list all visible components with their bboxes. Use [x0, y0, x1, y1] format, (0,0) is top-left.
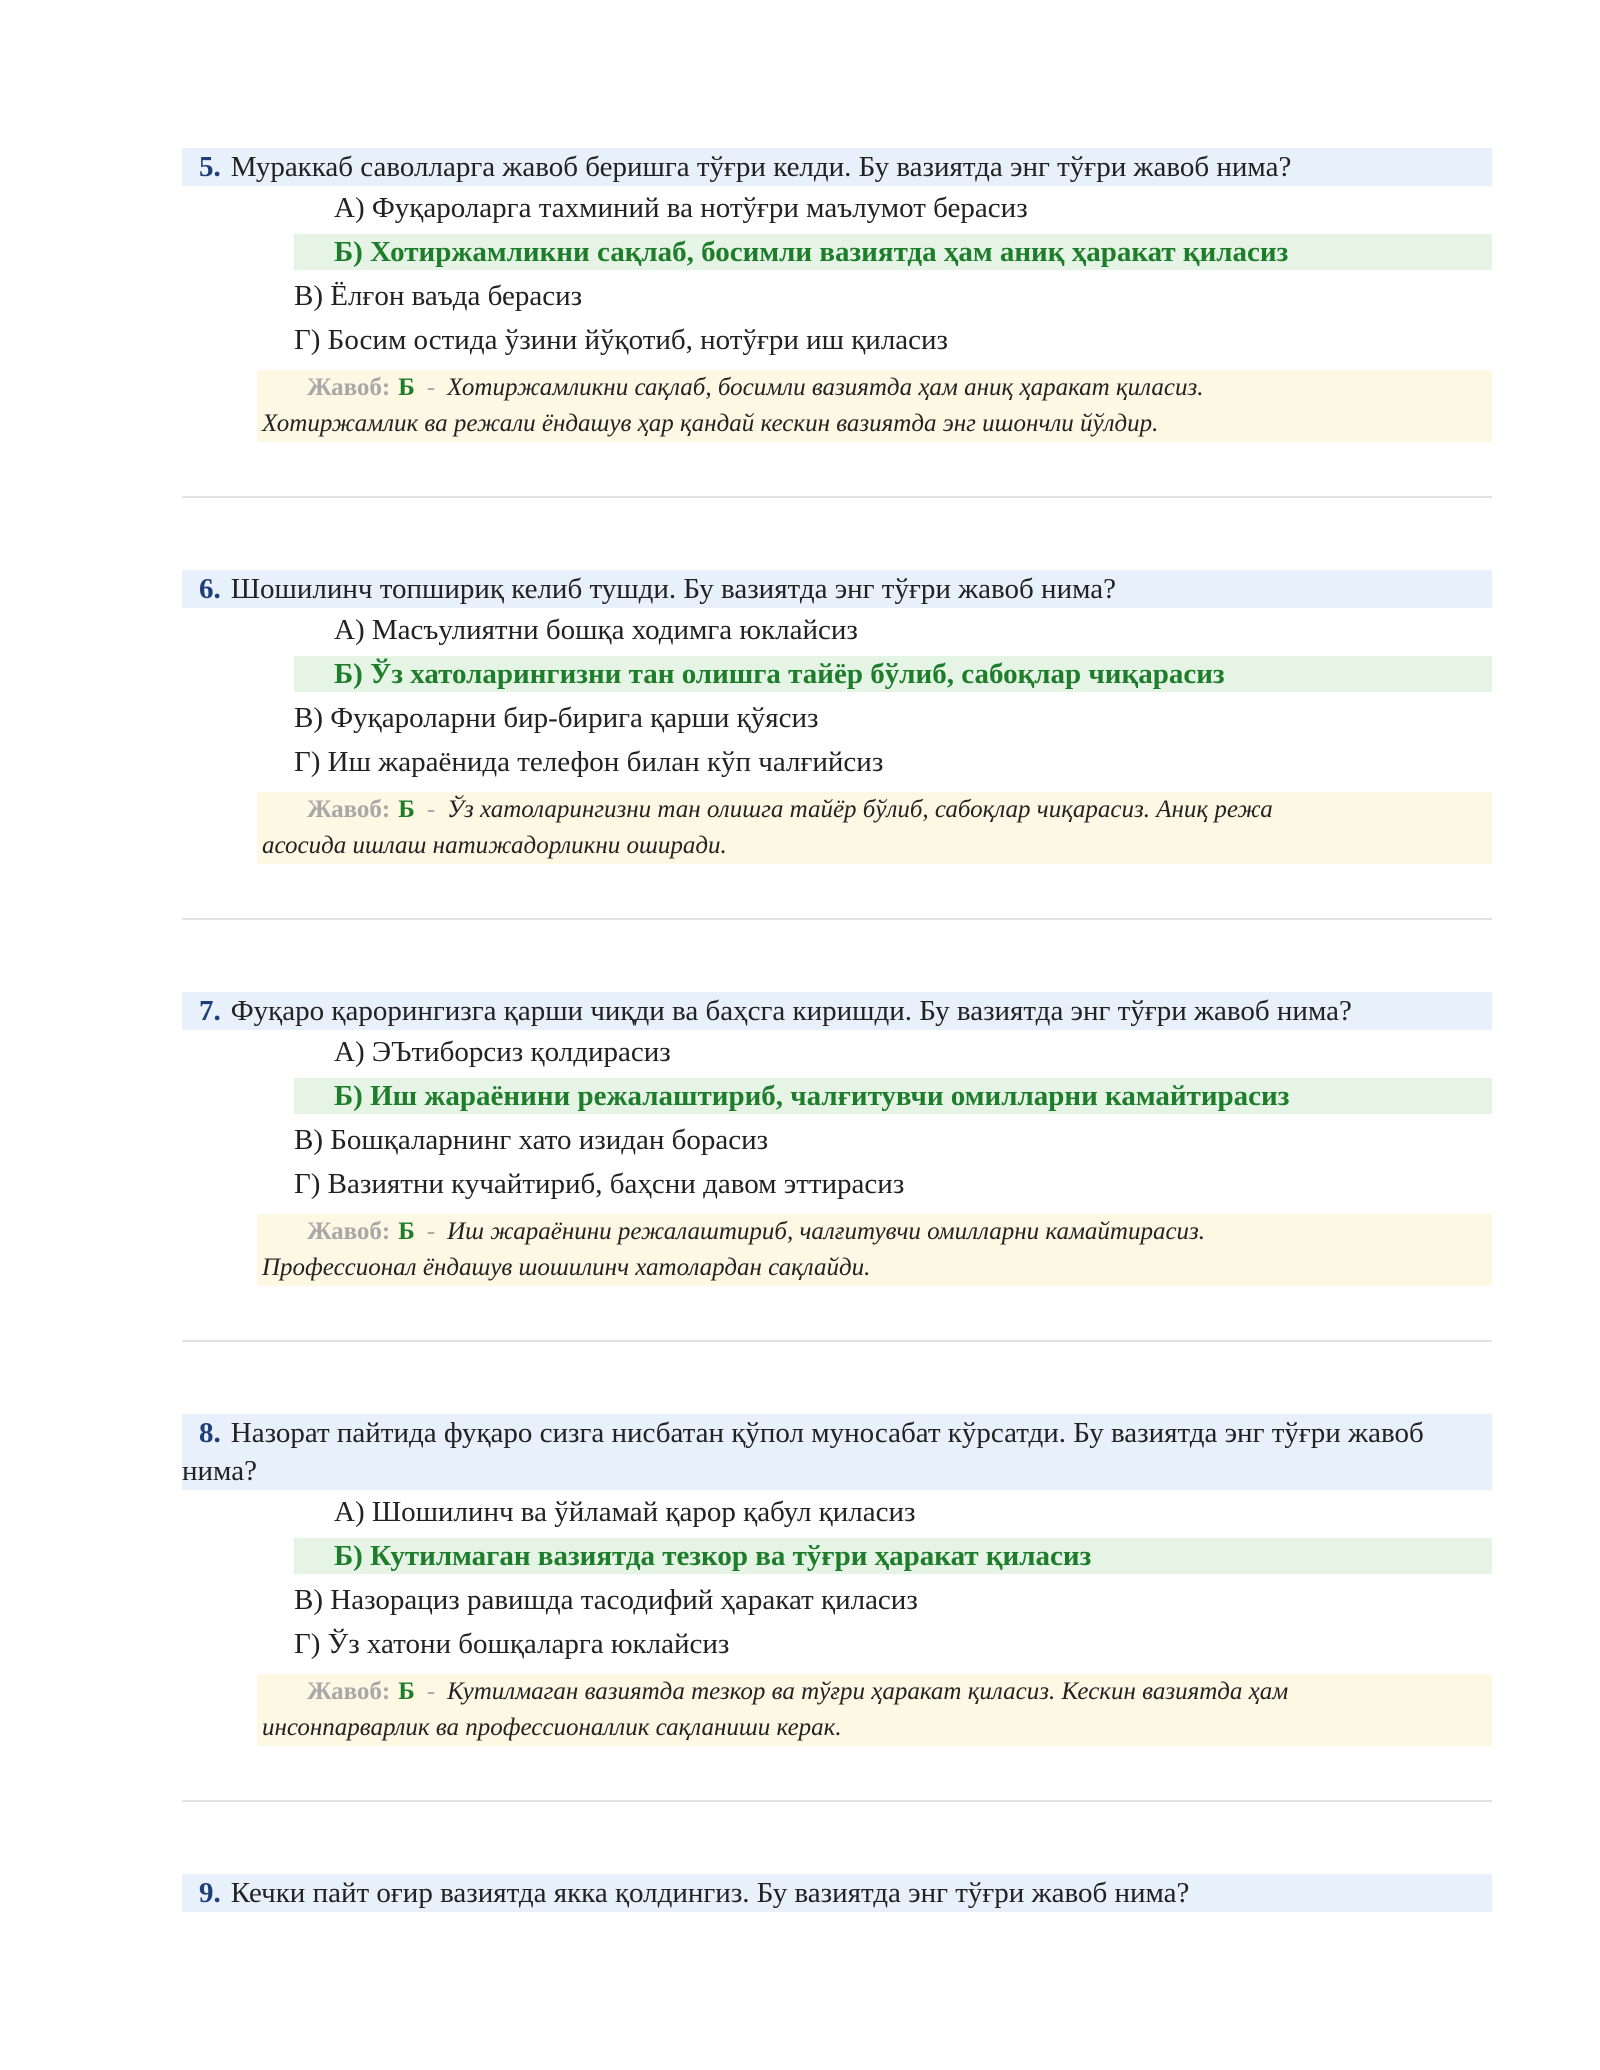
- question-text: Мураккаб саволларга жавоб беришга тўғри келди. Бу вазиятда энг тўғри жавоб нима?: [230, 151, 1292, 183]
- answer-label: Жавоб:: [307, 796, 391, 823]
- question-number: 5.: [199, 151, 221, 183]
- answer-line-2: инсонпарварлик ва профессионаллик сақланиши керак.: [262, 1714, 842, 1741]
- answer-label: Жавоб:: [307, 1678, 391, 1705]
- answer-text: Кутилмаган вазиятда тезкор ва тўғри ҳаракат қиласиз. Кескин вазиятда ҳам: [447, 1678, 1289, 1705]
- answer-label: Жавоб:: [307, 1218, 391, 1245]
- answer-box: [257, 1214, 1492, 1286]
- section-divider: [182, 496, 1492, 498]
- question-9: [182, 1874, 1492, 1912]
- answer-letter: Б: [398, 796, 415, 823]
- question-number: 8.: [199, 1417, 221, 1449]
- option-b-correct: Б) Хотиржамликни сақлаб, босимли вазиятда ҳам аниқ ҳаракат қиласиз: [294, 234, 1492, 270]
- question-text: Фуқаро қарорингизга қарши чиқди ва баҳсга киришди. Бу вазиятда энг тўғри жавоб нима?: [230, 995, 1352, 1027]
- section-divider: [182, 1800, 1492, 1802]
- answer-dash: -: [426, 796, 436, 823]
- answer-box: [257, 792, 1492, 864]
- answer-line-1: [262, 370, 1492, 406]
- option-a: А) Масъулиятни бошқа ходимга юклайсиз: [334, 614, 858, 646]
- option-g: Г) Босим остида ўзини йўқотиб, нотўғри иш қиласиз: [294, 324, 949, 356]
- question-heading: [182, 570, 1492, 608]
- question-number: 9.: [199, 1877, 221, 1909]
- question-5: [182, 148, 1492, 442]
- option-g: Г) Вазиятни кучайтириб, баҳсни давом эттирасиз: [294, 1168, 905, 1200]
- answer-box: [257, 1674, 1492, 1746]
- option-v: В) Назорациз равишда тасодифий ҳаракат қиласиз: [294, 1584, 918, 1616]
- answer-line-2: Профессионал ёндашув шошилинч хатолардан сақлайди.: [262, 1254, 871, 1281]
- question-heading: [182, 148, 1492, 186]
- answer-text: Иш жараёнини режалаштириб, чалғитувчи омилларни камайтирасиз.: [447, 1218, 1206, 1245]
- answer-letter: Б: [398, 1678, 415, 1705]
- question-text: Назорат пайтида фуқаро сизга нисбатан қўпол муносабат кўрсатди. Бу вазиятда энг тўғри жавоб нима?: [182, 1417, 1424, 1487]
- answer-line-2: Хотиржамлик ва режали ёндашув ҳар қандай кескин вазиятда энг ишончли йўлдир.: [262, 410, 1159, 437]
- answer-letter: Б: [398, 374, 415, 401]
- answer-line-1: [262, 1674, 1492, 1710]
- section-divider: [182, 1340, 1492, 1342]
- option-b-correct: Б) Кутилмаган вазиятда тезкор ва тўғри ҳаракат қиласиз: [294, 1538, 1492, 1574]
- option-a: А) ЭЪтиборсиз қолдирасиз: [334, 1036, 671, 1068]
- option-b-correct: Б) Иш жараёнини режалаштириб, чалғитувчи омилларни камайтирасиз: [294, 1078, 1492, 1114]
- option-v: В) Ёлғон ваъда берасиз: [294, 280, 583, 312]
- answer-text: Ўз хатоларингизни тан олишга тайёр бўлиб, сабоқлар чиқарасиз. Аниқ режа: [447, 796, 1273, 823]
- answer-label: Жавоб:: [307, 374, 391, 401]
- question-7: [182, 992, 1492, 1286]
- question-text: Кечки пайт оғир вазиятда якка қолдингиз. Бу вазиятда энг тўғри жавоб нима?: [230, 1877, 1190, 1909]
- answer-box: [257, 370, 1492, 442]
- answer-dash: -: [426, 1678, 436, 1705]
- answer-line-2: асосида ишлаш натижадорликни оширади.: [262, 832, 727, 859]
- answer-line-1: [262, 792, 1492, 828]
- option-g: Г) Иш жараёнида телефон билан кўп чалғийсиз: [294, 746, 884, 778]
- option-a: А) Фуқароларга тахминий ва нотўғри маълумот берасиз: [334, 192, 1028, 224]
- answer-line-1: [262, 1214, 1492, 1250]
- question-heading: [182, 992, 1492, 1030]
- question-number: 6.: [199, 573, 221, 605]
- option-b-correct: Б) Ўз хатоларингизни тан олишга тайёр бўлиб, сабоқлар чиқарасиз: [294, 656, 1492, 692]
- option-v: В) Бошқаларнинг хато изидан борасиз: [294, 1124, 769, 1156]
- option-a: А) Шошилинч ва ўйламай қарор қабул қиласиз: [334, 1496, 916, 1528]
- question-6: [182, 570, 1492, 864]
- question-heading: [182, 1874, 1492, 1912]
- section-divider: [182, 918, 1492, 920]
- question-8: [182, 1414, 1492, 1746]
- answer-dash: -: [426, 374, 436, 401]
- option-v: В) Фуқароларни бир-бирига қарши қўясиз: [294, 702, 819, 734]
- question-heading: [182, 1414, 1492, 1490]
- answer-text: Хотиржамликни сақлаб, босимли вазиятда ҳам аниқ ҳаракат қиласиз.: [447, 374, 1204, 401]
- question-text: Шошилинч топшириқ келиб тушди. Бу вазиятда энг тўғри жавоб нима?: [230, 573, 1116, 605]
- answer-dash: -: [426, 1218, 436, 1245]
- option-g: Г) Ўз хатони бошқаларга юклайсиз: [294, 1628, 730, 1660]
- answer-letter: Б: [398, 1218, 415, 1245]
- question-number: 7.: [199, 995, 221, 1027]
